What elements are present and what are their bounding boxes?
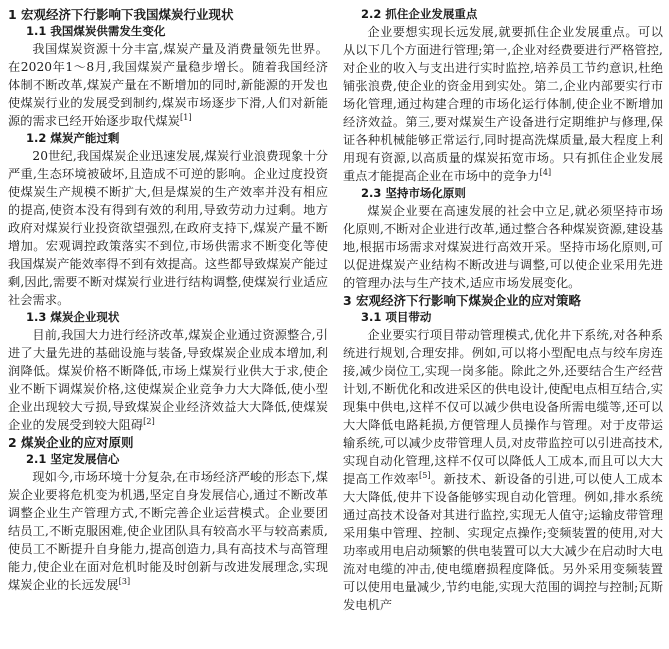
section-2-3-heading: 2.3 坚持市场化原则	[361, 186, 466, 200]
section-2-3-paragraph: 煤炭企业要在高速发展的社会中立足,就必须坚持市场化原则,不断对企业进行改革,通过整合各种煤炭资源,建设基地,根据市场需求对煤炭进行高效开采。坚持市场化原则,可以促进煤炭产业结构不断改进与调整,可以使企业采用先进的管理办法与生产技术,适应市场发展变化。	[343, 204, 663, 290]
section-2-2-heading: 2.2 抓住企业发展重点	[361, 7, 478, 21]
section-3-1-text-continued: 。新技术、新设备的引进,可以使人工成本大大降低,使井下设备能够实现自动化管理。例如,排水系统通过高技术设备对其进行监控,实现无人值守;运输皮带管理采用集中管理、控制、实现定点操作;变频装置的使用,对大功率或用电启动频繁的供电装置可以大大减少在启动时大电流对电缆的冲击,使电缆磨损程度降低。另外采用变频装置可以使用电量减少,节约电能,实现大范围的调控与控制;瓦斯发电机产	[343, 472, 663, 612]
citation-4: [4]	[539, 167, 552, 177]
section-2-1-text: 现如今,市场环境十分复杂,在市场经济严峻的形态下,煤炭企业要将危机变为机遇,坚定自身发展信心,通过不断改革调整企业生产管理方式,不断完善企业运营模式。企业要团结员工,不断克服困难,使企业团队具有较高水平与较高素质,使员工不断提升自身能力,提高创造力,具有高技术与高管理能力,使企业在面对危机时能及时创新与改进发展理念,实现煤炭企业的长远发展	[8, 470, 328, 592]
section-2-heading: 2 煤炭企业的应对原则	[8, 435, 134, 450]
citation-5: [5]	[419, 470, 431, 480]
section-1-3-text: 目前,我国大力进行经济改革,煤炭企业通过资源整合,引进了大量先进的基础设施与装备,导致煤炭企业成本增加,利润降低。煤炭价格不断降低,市场上煤炭行业供大于求,使企业不断下调煤炭价格,这使煤炭企业竞争力大大降低,使小型企业出现较大亏损,导致煤炭企业经济效益大大降低,使煤炭企业的发展受到较大阻碍	[8, 328, 328, 432]
section-1-heading: 1 宏观经济下行影响下我国煤炭行业现状	[8, 7, 234, 22]
section-2-2-paragraph	[343, 23, 663, 185]
citation-3: [3]	[118, 576, 131, 586]
section-2-2-text: 企业要想实现长远发展,就要抓住企业发展重点。可以从以下几个方面进行管理;第一,企业对经费要进行严格管控,对企业的收入与支出进行实时监控,培养员工节约意识,杜绝铺张浪费,使企业的资金用到实处。第二,企业内部要实行市场化管理,通过构建合理的市场化运行体制,使企业不断增加经济效益。第三,要对煤炭生产设备进行定期维护与修理,保证各种机械能够正常运行,同时提高洗煤质量,最大程度上利用现有资源,以高质量的煤炭拓宽市场。只有抓住企业发展重点才能提高企业在市场中的竞争力	[343, 25, 663, 183]
section-2-1-heading: 2.1 坚定发展信心	[26, 452, 120, 466]
section-3-1-heading: 3.1 项目带动	[361, 310, 432, 324]
section-1-1-heading: 1.1 我国煤炭供需发生变化	[26, 24, 166, 38]
right-column	[343, 6, 663, 614]
left-column	[8, 6, 328, 594]
section-3-1-paragraph	[343, 326, 663, 614]
section-3-1-text: 企业要实行项目带动管理模式,优化井下系统,对各种系统进行规划,合理安排。例如,可以将小型配电点与绞车房连接,减少岗位工,实现一岗多能。除此之外,还要结合生产经营计划,不断优化和改进采区的供电设计,使配电点相互结合,实现集中供电,这样不仅可以减少供电设备所需电缆等,还可以大大降低电路耗损,方便管理人员操作与管理。对于皮带运输系统,可以减少皮带管理人员,对皮带监控可以引进高技术,实现自动化管理,这样不仅可以降低人工成本,而且可以大大提高工作效率	[343, 328, 663, 486]
section-1-3-heading: 1.3 煤炭企业现状	[26, 310, 120, 324]
section-3-heading: 3 宏观经济下行影响下煤炭企业的应对策略	[343, 293, 582, 308]
section-2-1-paragraph	[8, 468, 328, 594]
citation-2: [2]	[143, 416, 155, 426]
section-1-2-heading: 1.2 煤炭产能过剩	[26, 131, 120, 145]
section-1-1-text: 我国煤炭资源十分丰富,煤炭产量及消费量领先世界。在2020年1～8月,我国煤炭产量稳步增长。随着我国经济体制不断改革,煤炭产量在不断增加的同时,新能源的开发也使煤炭行业的发展受到制约,煤炭市场逐步下滑,人们对新能源的需求已经开始逐步取代煤炭	[8, 42, 328, 128]
section-1-2-paragraph: 20世纪,我国煤炭企业迅速发展,煤炭行业浪费现象十分严重,生态环境被破坏,且造成不可逆的影响。企业过度投资使煤炭生产规模不断扩大,但是煤炭的生产效率并没有相应的提高,使资本没有得到有效的利用,导致劳动力过剩。地方政府对煤炭行业投资欲望强烈,在政府支持下,煤炭产量不断增加。宏观调控政策落实不到位,市场供需求不断变化等使我国煤炭产能效率得不到有效提高。这些都导致煤炭产能过剩,因此,需要不断对煤炭行业进行结构调整,使煤炭行业适应社会需求。	[8, 149, 328, 307]
citation-1: [1]	[180, 112, 192, 122]
section-1-1-paragraph	[8, 40, 328, 130]
section-1-3-paragraph	[8, 326, 328, 434]
